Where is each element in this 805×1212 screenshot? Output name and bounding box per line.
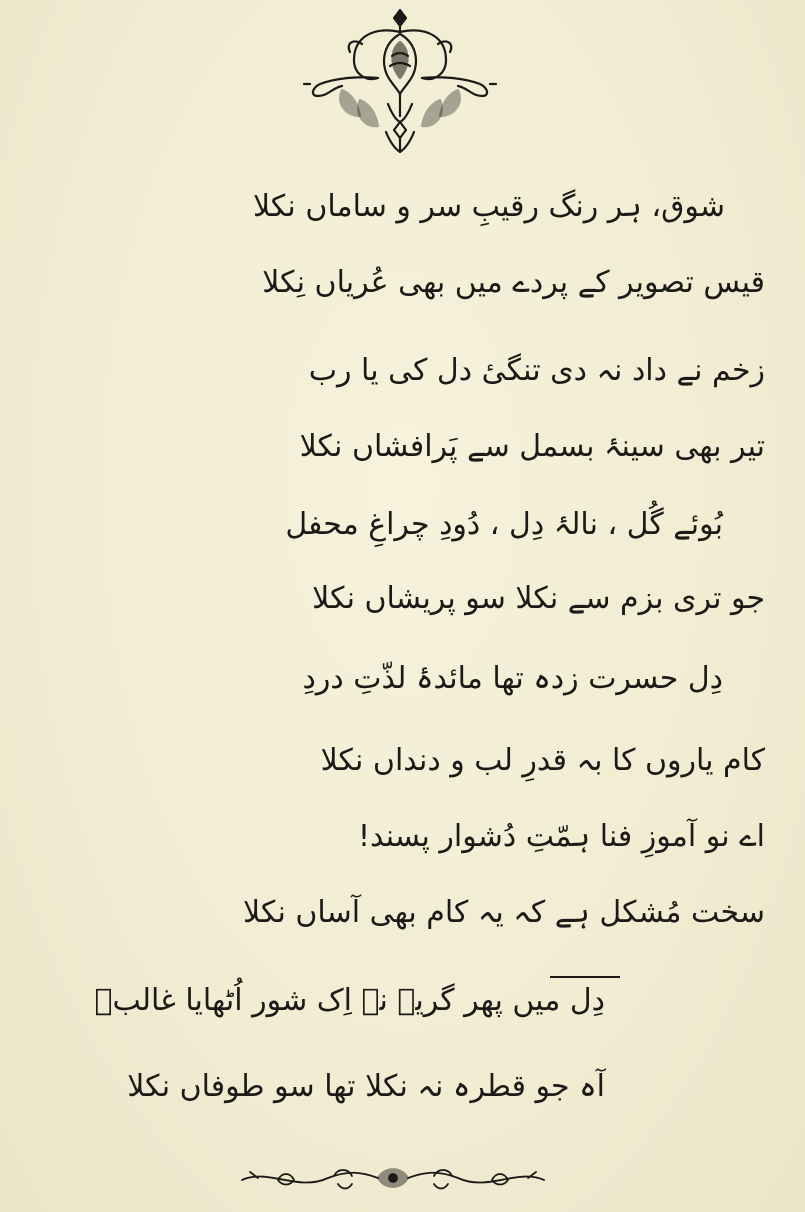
poem-line: دِل حسرت زدہ تھا مائدۂ لذّتِ دردِ [302, 661, 723, 696]
poem-line: قیس تصویر کے پردے میں بھی عُریاں نِکلا [262, 265, 765, 300]
poem-line: اے نو آموزِ فنا ہمّتِ دُشوار پسند! [357, 819, 765, 854]
poem-line: سخت مُشکل ہے کہ یہ کام بھی آساں نکلا [243, 895, 765, 930]
poem-line: شوق، ہر رنگ رقیبِ سر و ساماں نکلا [252, 189, 725, 224]
poem-line: دِل میں پھر گریے نے اِک شور اُٹھایا غالبؔ [94, 983, 605, 1018]
floral-border-icon [238, 1158, 548, 1200]
poem-line: کام یاروں کا بہ قدرِ لب و دنداں نکلا [320, 743, 765, 778]
poem-line: بُوئے گُل ، نالۂ دِل ، دُودِ چراغِ محفل [285, 507, 723, 542]
poem-line: زخم نے داد نہ دی تنگیٔ دل کی یا رب [308, 353, 765, 388]
poem-line: جو تری بزم سے نکلا سو پریشاں نکلا [312, 581, 765, 616]
poem-line: آہ جو قطرہ نہ نکلا تھا سو طوفاں نکلا [127, 1069, 605, 1104]
takhallus-overline [550, 976, 620, 978]
poem-line: تیر بھی سینۂ بسمل سے پَرافشاں نکلا [299, 429, 765, 464]
